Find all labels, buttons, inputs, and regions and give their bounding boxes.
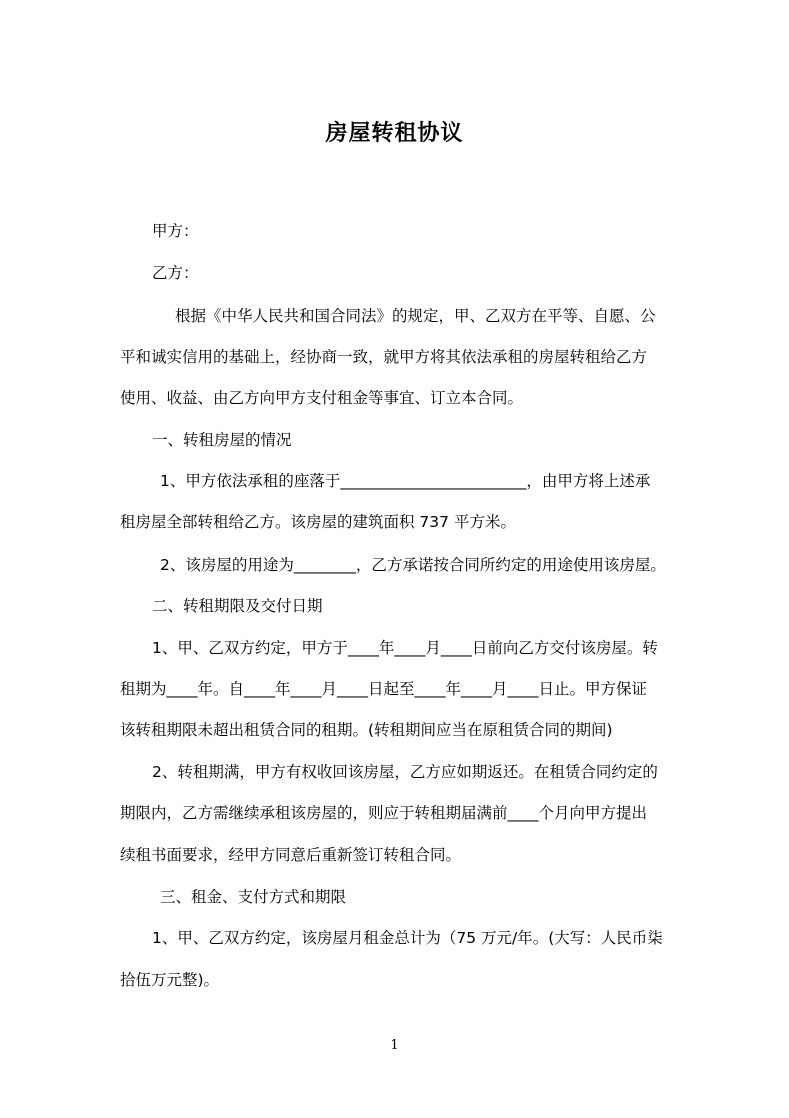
section-2-item-1-line-1: 1、甲、乙双方约定，甲方于____年____月____日前向乙方交付该房屋。转 xyxy=(152,639,658,657)
party-b-line: 乙方： xyxy=(152,264,199,282)
section-2-item-1-line-3: 该转租期限未超出租赁合同的租期。(转租期间应当在原租赁合同的期间) xyxy=(120,721,613,739)
document-title: 房屋转租协议 xyxy=(325,120,464,146)
section-1-item-2: 2、该房屋的用途为________，乙方承诺按合同所约定的用途使用该房屋。 xyxy=(160,556,666,574)
section-3-item-1-line-2: 拾伍万元整)。 xyxy=(120,971,220,989)
section-3-item-1-line-1: 1、甲、乙双方约定，该房屋月租金总计为（75 万元/年。(大写：人民币柒 xyxy=(152,929,663,947)
section-2-item-2-line-2: 期限内，乙方需继续承租该房屋的，则应于转租期届满前____个月向甲方提出 xyxy=(120,804,648,822)
section-1-item-1-line-1: 1、甲方依法承租的座落于________________________，由甲方将上述承 xyxy=(160,472,651,490)
section-2-item-2-line-3: 续租书面要求，经甲方同意后重新签订转租合同。 xyxy=(120,846,462,864)
intro-line-1: 根据《中华人民共和国合同法》的规定，甲、乙双方在平等、自愿、公 xyxy=(175,307,656,325)
section-1-item-1-line-2: 租房屋全部转租给乙方。该房屋的建筑面积 737 平方米。 xyxy=(120,513,516,531)
section-2-item-2-line-1: 2、转租期满，甲方有权收回该房屋，乙方应如期返还。在租赁合同约定的 xyxy=(152,763,658,781)
section-3-heading: 三、租金、支付方式和期限 xyxy=(160,888,347,906)
section-1-heading: 一、转租房屋的情况 xyxy=(152,431,292,449)
section-2-heading: 二、转租期限及交付日期 xyxy=(152,597,323,615)
intro-line-2: 平和诚实信用的基础上，经协商一致，就甲方将其依法承租的房屋转租给乙方 xyxy=(120,348,648,366)
intro-line-3: 使用、收益、由乙方向甲方支付租金等事宜、订立本合同。 xyxy=(120,389,524,407)
page-number: 1 xyxy=(390,1038,399,1053)
section-2-item-1-line-2: 租期为____年。自____年____月____日起至____年____月____日止。甲方保证 xyxy=(120,680,648,698)
party-a-line: 甲方： xyxy=(152,222,199,240)
